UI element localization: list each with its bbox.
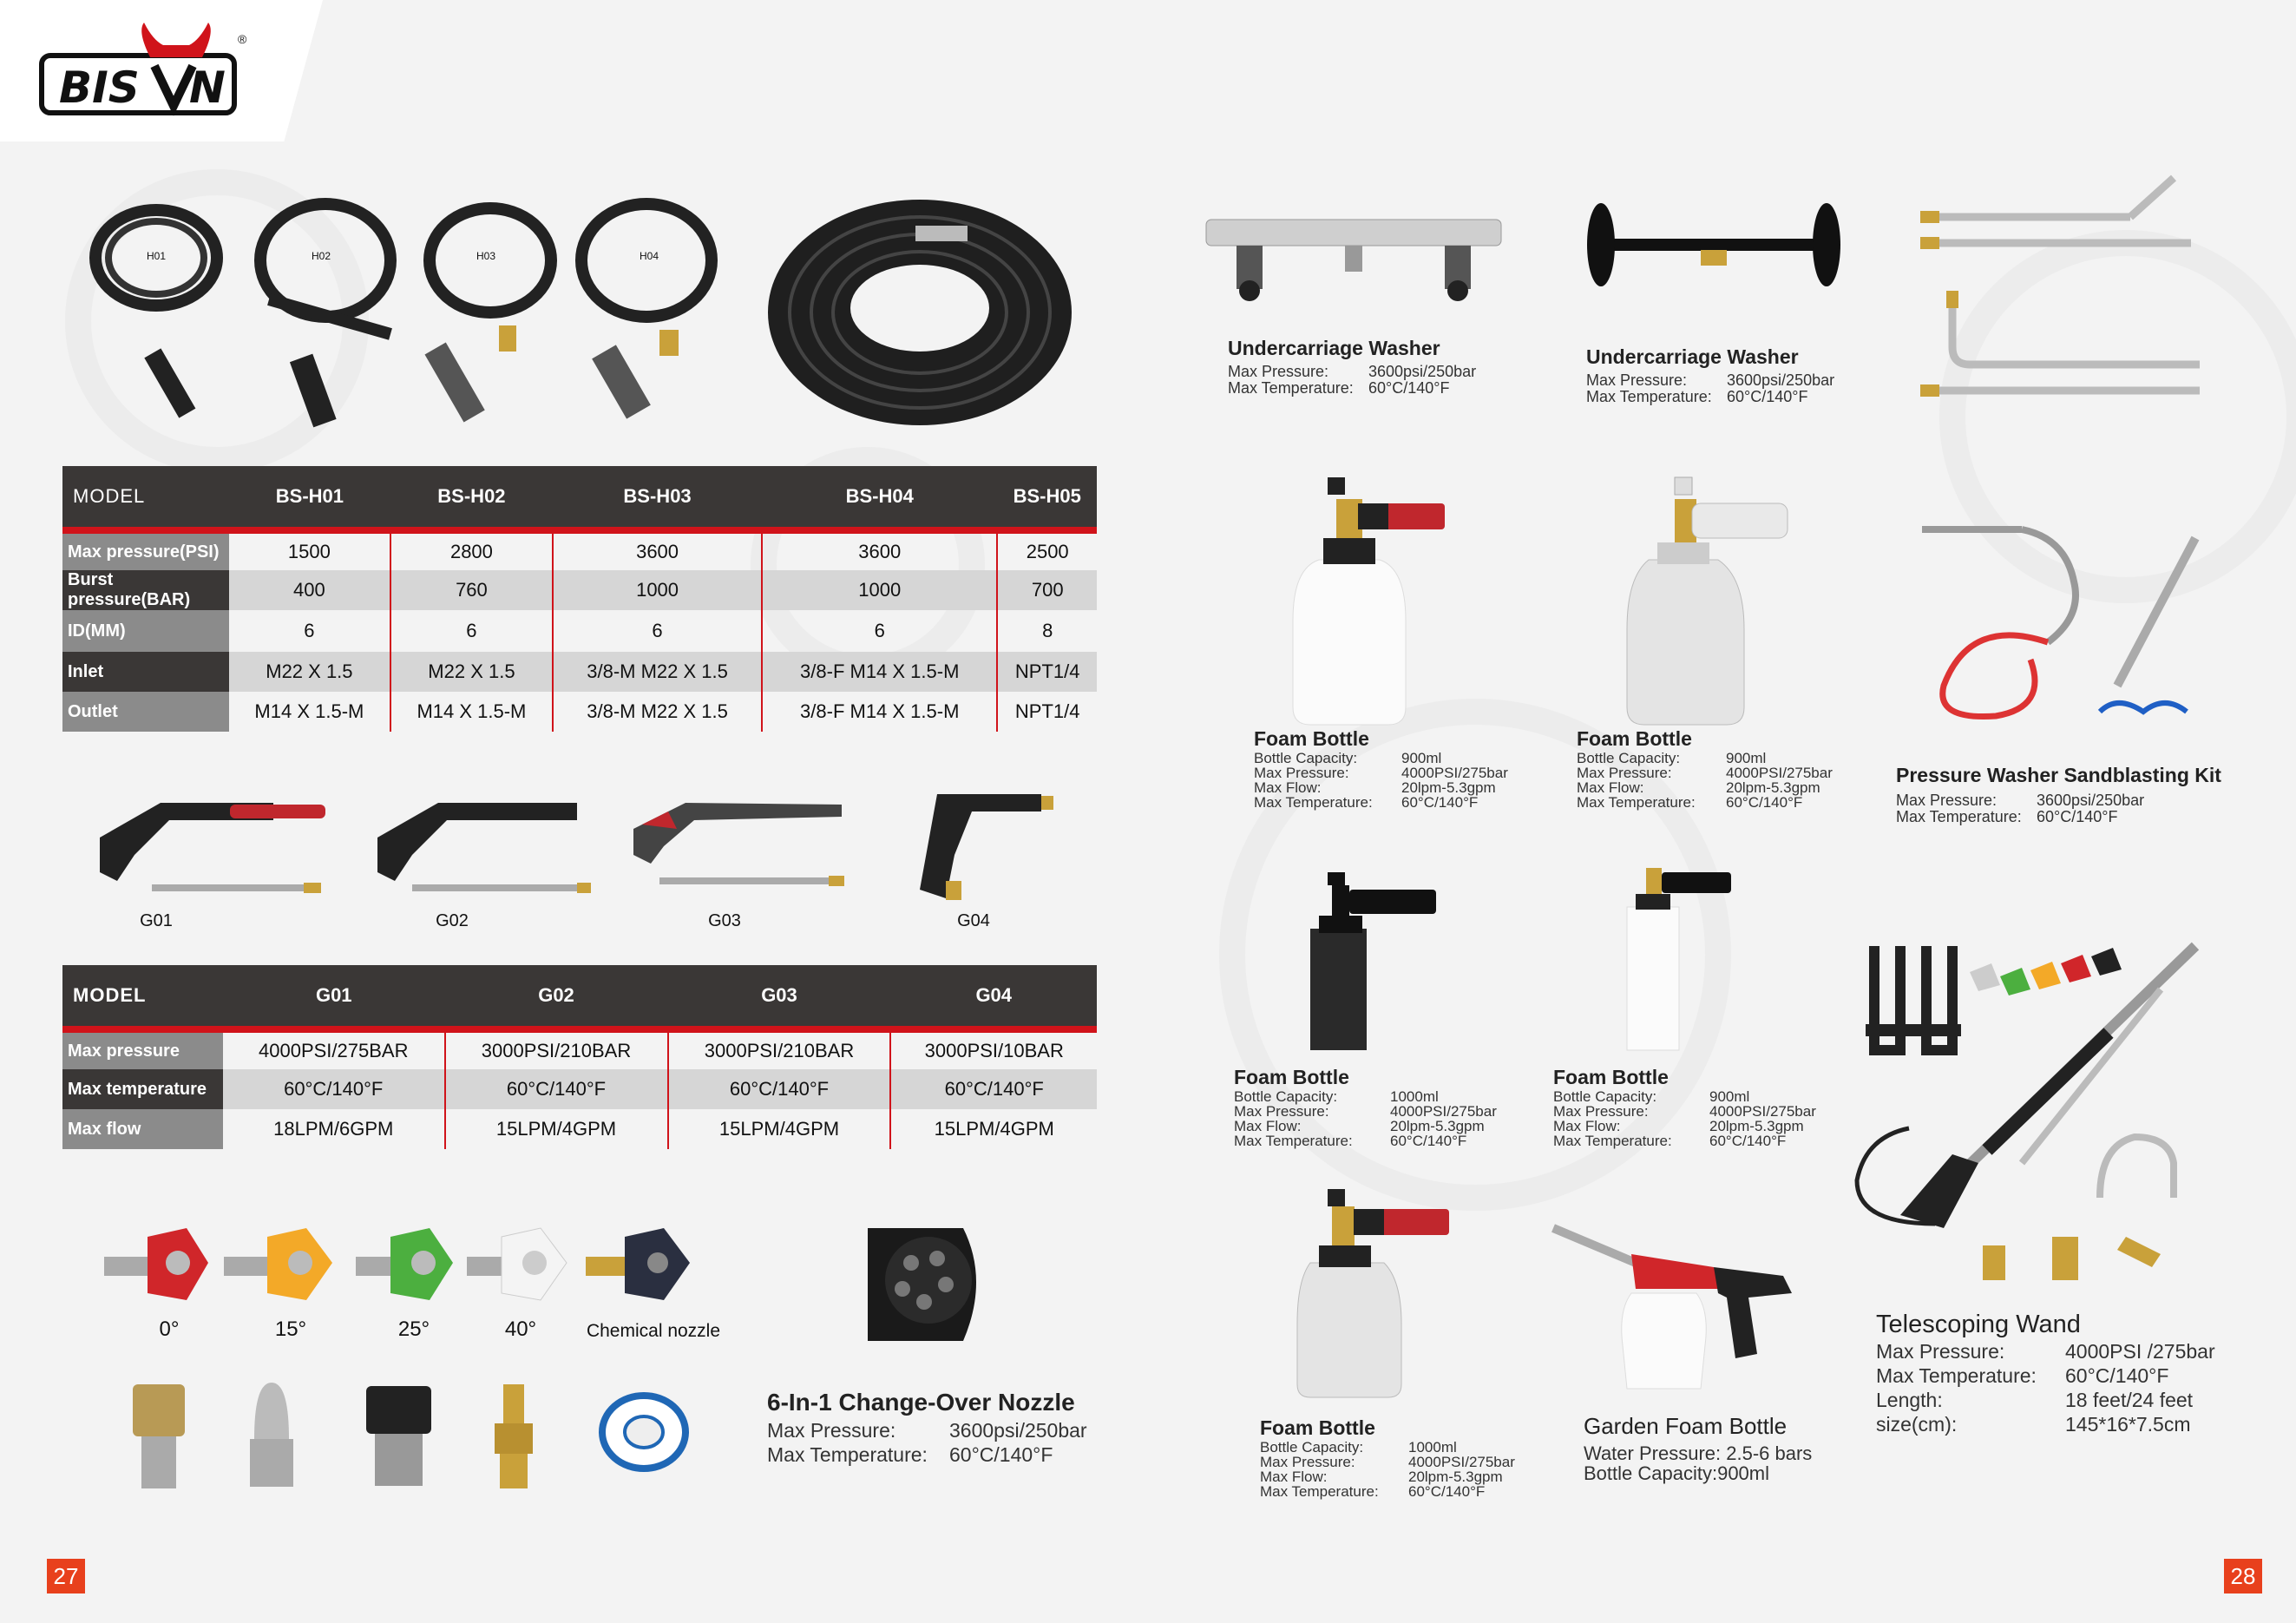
spec-key: Max Flow: [1234, 1118, 1302, 1134]
brass-adapter-image [488, 1380, 540, 1497]
nozzle-label-40: 40° [504, 1317, 537, 1341]
table-cell: M22 X 1.5 [229, 652, 390, 692]
hose-label-h02: H02 [311, 250, 331, 262]
undercarriage-2-block [1586, 345, 1873, 405]
spec-value: 60°C/140°F [1390, 1133, 1467, 1149]
spec-value: 60°C/140°F [949, 1443, 1053, 1466]
table-row [62, 692, 1097, 732]
hose-table-header: BS-H03 [553, 466, 762, 530]
table-cell: 1500 [229, 530, 390, 570]
product-title: Foam Bottle [1260, 1416, 1375, 1439]
hose-reel-image [759, 187, 1080, 430]
row-label: Max pressure(PSI) [62, 530, 229, 570]
table-cell: 4000PSI/275BAR [223, 1029, 445, 1069]
spec-value: 20lpm-5.3gpm [1401, 779, 1496, 796]
spec-key: Max Pressure: [1876, 1340, 2005, 1363]
spec-value: 3600psi/250bar [949, 1419, 1087, 1442]
hose-spec-table [62, 466, 1097, 732]
gun-g02-image [360, 785, 594, 907]
spec-value: 60°C/140°F [1408, 1483, 1486, 1500]
table-cell: 6 [762, 610, 997, 652]
table-row [62, 610, 1097, 652]
table-cell: 700 [997, 570, 1097, 610]
spec-key: Max Flow: [1577, 779, 1644, 796]
spec-key: Max Temperature: [1260, 1483, 1379, 1500]
table-cell: 60°C/140°F [890, 1069, 1097, 1109]
spec-key: Max Temperature: [1254, 794, 1373, 811]
spec-value: 60°C/140°F [1726, 794, 1803, 811]
gun-table-header: G04 [890, 965, 1097, 1029]
nozzle-label-15: 15° [274, 1317, 307, 1341]
table-cell: M14 X 1.5-M [390, 692, 553, 732]
foam-bottle-2-block [1577, 727, 1863, 810]
row-label: Max pressure [62, 1029, 223, 1069]
spec-value: 4000PSI /275bar [2065, 1340, 2215, 1363]
table-cell: 60°C/140°F [445, 1069, 668, 1109]
spec-key: Max Temperature: [1577, 794, 1696, 811]
spec-key: Max Temperature: [1896, 808, 2022, 825]
spec-key: Water Pressure: [1584, 1442, 1722, 1464]
table-cell: 3000PSI/10BAR [924, 1040, 1064, 1061]
spec-key: Max Pressure: [1260, 1454, 1355, 1470]
spec-value: 900ml [1401, 750, 1442, 766]
foam-bottle-5-block [1260, 1416, 1546, 1499]
table-cell: 15LPM/4GPM [445, 1109, 668, 1149]
sandblasting-kit-image [1918, 512, 2204, 746]
spec-value: 60°C/140°F [1401, 794, 1479, 811]
foam-bottle-2-image [1614, 473, 1796, 733]
spec-key: Max Pressure: [1553, 1103, 1649, 1120]
undercarriage-1-block [1228, 337, 1514, 397]
spec-value: 145*16*7.5cm [2065, 1413, 2191, 1436]
spec-value: 60°C/140°F [2037, 808, 2118, 825]
chemical-nozzle-image [586, 1224, 694, 1306]
table-row [62, 530, 1097, 570]
spec-value: 3600psi/250bar [1727, 371, 1835, 389]
changeover-block [767, 1389, 1097, 1467]
table-cell: M22 X 1.5 [390, 652, 553, 692]
spec-value: 4000PSI/275bar [1401, 765, 1508, 781]
row-label: Max temperature [62, 1069, 223, 1109]
page-number-left: 27 [47, 1559, 85, 1593]
spec-value: 18 feet/24 feet [2065, 1389, 2194, 1411]
spec-key: Bottle Capacity: [1234, 1088, 1338, 1105]
product-title: Undercarriage Washer [1586, 345, 1799, 368]
gun-label-g04: G04 [957, 911, 990, 930]
spec-key: Bottle Capacity: [1577, 750, 1681, 766]
table-cell: 60°C/140°F [223, 1069, 445, 1109]
spec-key: Max Pressure: [1228, 363, 1329, 380]
nozzle-label-0: 0° [159, 1317, 180, 1341]
row-label: Outlet [62, 692, 229, 732]
spray-lances-image [1913, 161, 2208, 404]
nozzle-15-image [224, 1224, 337, 1306]
foam-bottle-5-image [1284, 1185, 1466, 1402]
spec-value: 60°C/140°F [1727, 388, 1808, 405]
table-cell: 18LPM/6GPM [223, 1109, 445, 1149]
foam-bottle-1-block [1254, 727, 1540, 810]
gun-table-header: G03 [668, 965, 891, 1029]
nozzle-40-image [467, 1224, 571, 1306]
telescoping-wand-image [1848, 937, 2247, 1285]
spec-key: Length: [1876, 1389, 1943, 1411]
hose-h02-image [252, 195, 403, 430]
product-title: Foam Bottle [1577, 727, 1692, 750]
gun-table-header: G02 [445, 965, 668, 1029]
table-cell: 760 [390, 570, 553, 610]
gun-table-header-model: MODEL [62, 965, 223, 1029]
spec-value: 20lpm-5.3gpm [1408, 1469, 1503, 1485]
gun-label-g01: G01 [140, 911, 173, 930]
gun-label-g03: G03 [708, 911, 741, 930]
gun-table-header: G01 [223, 965, 445, 1029]
hose-table-header-model: MODEL [62, 466, 229, 530]
spec-value: 4000PSI/275bar [1390, 1103, 1497, 1120]
thread-tape-image [599, 1389, 690, 1475]
spec-value: 20lpm-5.3gpm [1390, 1118, 1485, 1134]
spec-value: 900ml [1709, 1088, 1750, 1105]
spec-value: 1000ml [1390, 1088, 1439, 1105]
spec-key: Max Pressure: [767, 1419, 896, 1442]
spec-key: Max Pressure: [1234, 1103, 1329, 1120]
table-row [62, 1109, 1097, 1149]
svg-text:N: N [189, 62, 226, 113]
spec-value: 4000PSI/275bar [1726, 765, 1833, 781]
spec-key: Max Temperature: [1553, 1133, 1672, 1149]
product-title: Foam Bottle [1254, 727, 1369, 750]
spec-value: 3600psi/250bar [1368, 363, 1477, 380]
product-title: Telescoping Wand [1876, 1311, 2081, 1338]
hose-table-header: BS-H05 [997, 466, 1097, 530]
product-title: Undercarriage Washer [1228, 337, 1440, 359]
hose-h01-image [74, 201, 230, 427]
gun-label-g02: G02 [436, 911, 469, 930]
spec-value: 20lpm-5.3gpm [1709, 1118, 1804, 1134]
nozzle-label-25: 25° [397, 1317, 430, 1341]
product-title: Pressure Washer Sandblasting Kit [1896, 764, 2221, 786]
spec-key: Max Temperature: [1234, 1133, 1353, 1149]
nozzle-25-image [356, 1224, 456, 1306]
hose-table-header: BS-H02 [390, 466, 553, 530]
product-title: 6-In-1 Change-Over Nozzle [767, 1389, 1075, 1416]
table-cell: 3/8-M M22 X 1.5 [553, 652, 762, 692]
hose-label-h04: H04 [639, 250, 659, 262]
spec-key: Max Flow: [1553, 1118, 1621, 1134]
table-cell: 3/8-F M14 X 1.5-M [762, 692, 997, 732]
spec-key: Max Temperature: [767, 1443, 928, 1466]
table-cell: 3/8-F M14 X 1.5-M [762, 652, 997, 692]
spec-value: 60°C/140°F [1709, 1133, 1787, 1149]
table-cell: 3600 [553, 530, 762, 570]
spec-key: Max Pressure: [1577, 765, 1672, 781]
spec-key: Max Temperature: [1876, 1364, 2037, 1387]
spec-key: Max Flow: [1254, 779, 1322, 796]
product-title: Foam Bottle [1234, 1066, 1349, 1088]
undercarriage-washer-1-image [1202, 204, 1506, 304]
spec-key: Max Pressure: [1254, 765, 1349, 781]
row-label: ID(MM) [62, 610, 229, 652]
undercarriage-washer-2-image [1584, 200, 1844, 295]
table-row [62, 1069, 1097, 1109]
table-cell: 15LPM/4GPM [668, 1109, 891, 1149]
table-cell: 1000 [762, 570, 997, 610]
telescoping-wand-block [1876, 1311, 2266, 1436]
spec-value: 3600psi/250bar [2037, 792, 2145, 809]
sandblasting-block [1896, 764, 2243, 825]
spec-value: 4000PSI/275bar [1709, 1103, 1816, 1120]
row-label: Inlet [62, 652, 229, 692]
foam-bottle-4-block [1553, 1066, 1840, 1148]
table-cell: 60°C/140°F [668, 1069, 891, 1109]
changeover-nozzle-image [850, 1219, 998, 1350]
table-row [62, 652, 1097, 692]
spec-key: Bottle Capacity: [1584, 1462, 1718, 1484]
spec-key: Bottle Capacity: [1553, 1088, 1657, 1105]
nozzle-label-chemical: Chemical nozzle [586, 1321, 721, 1341]
table-cell: 3600 [762, 530, 997, 570]
table-row [62, 570, 1097, 610]
row-label: Burst pressure(BAR) [62, 570, 229, 610]
svg-text:®: ® [238, 32, 247, 46]
spec-value: 900ml [1726, 750, 1767, 766]
nozzle-0-image [104, 1224, 213, 1306]
table-cell: 2800 [390, 530, 553, 570]
spec-value: 60°C/140°F [1368, 379, 1450, 397]
spec-key: Bottle Capacity: [1254, 750, 1358, 766]
hose-table-header: BS-H04 [762, 466, 997, 530]
hose-label-h01: H01 [146, 250, 166, 262]
product-title: Garden Foam Bottle [1584, 1413, 1788, 1439]
table-cell: 6 [229, 610, 390, 652]
foam-bottle-1-image [1276, 473, 1458, 733]
table-cell: 6 [390, 610, 553, 652]
quick-coupler-image [358, 1382, 440, 1495]
table-cell: 400 [229, 570, 390, 610]
table-cell: 3000PSI/210BAR [445, 1029, 668, 1069]
spec-key: Max Pressure: [1586, 371, 1688, 389]
table-cell: 3/8-M M22 X 1.5 [553, 692, 762, 732]
page-number-right: 28 [2224, 1559, 2262, 1593]
gun-g04-image [911, 785, 1050, 907]
sewer-nozzle-image [241, 1378, 302, 1495]
table-cell: 3000PSI/210BAR [668, 1029, 891, 1069]
foam-bottle-4-image [1618, 855, 1740, 1055]
rotary-nozzle-image [128, 1380, 189, 1497]
table-cell: 8 [1042, 620, 1053, 641]
spec-key: Max Temperature: [1586, 388, 1712, 405]
product-title: Foam Bottle [1553, 1066, 1669, 1088]
spec-key: size(cm): [1876, 1413, 1958, 1436]
row-label: Max flow [62, 1109, 223, 1149]
gun-g03-image [616, 785, 850, 907]
spec-key: Max Flow: [1260, 1469, 1328, 1485]
hose-h04-image [573, 191, 729, 430]
garden-foam-block [1584, 1413, 1870, 1483]
table-cell: NPT1/4 [997, 652, 1097, 692]
spec-value: 20lpm-5.3gpm [1726, 779, 1820, 796]
spec-value: 60°C/140°F [2065, 1364, 2169, 1387]
table-cell: 2500 [1026, 541, 1069, 562]
table-cell: M14 X 1.5-M [229, 692, 390, 732]
spec-key: Bottle Capacity: [1260, 1439, 1364, 1455]
svg-text:BIS: BIS [59, 62, 140, 113]
spec-value: 4000PSI/275bar [1408, 1454, 1515, 1470]
spec-value: 900ml [1717, 1462, 1769, 1484]
table-cell: 1000 [553, 570, 762, 610]
garden-foam-bottle-image [1549, 1215, 1801, 1397]
hose-label-h03: H03 [476, 250, 495, 262]
foam-bottle-3-block [1234, 1066, 1520, 1148]
spec-value: 1000ml [1408, 1439, 1457, 1455]
hose-table-header: BS-H01 [229, 466, 390, 530]
table-cell: 6 [553, 610, 762, 652]
spec-key: Max Temperature: [1228, 379, 1354, 397]
hose-h03-image [417, 195, 564, 430]
table-cell: 15LPM/4GPM [934, 1118, 1054, 1140]
table-row [62, 1029, 1097, 1069]
spec-key: Max Pressure: [1896, 792, 1998, 809]
gun-spec-table [62, 965, 1097, 1149]
spec-value: 2.5-6 bars [1726, 1442, 1813, 1464]
table-cell: NPT1/4 [1014, 700, 1080, 722]
gun-g01-image [82, 785, 334, 907]
foam-bottle-3-image [1297, 868, 1445, 1059]
